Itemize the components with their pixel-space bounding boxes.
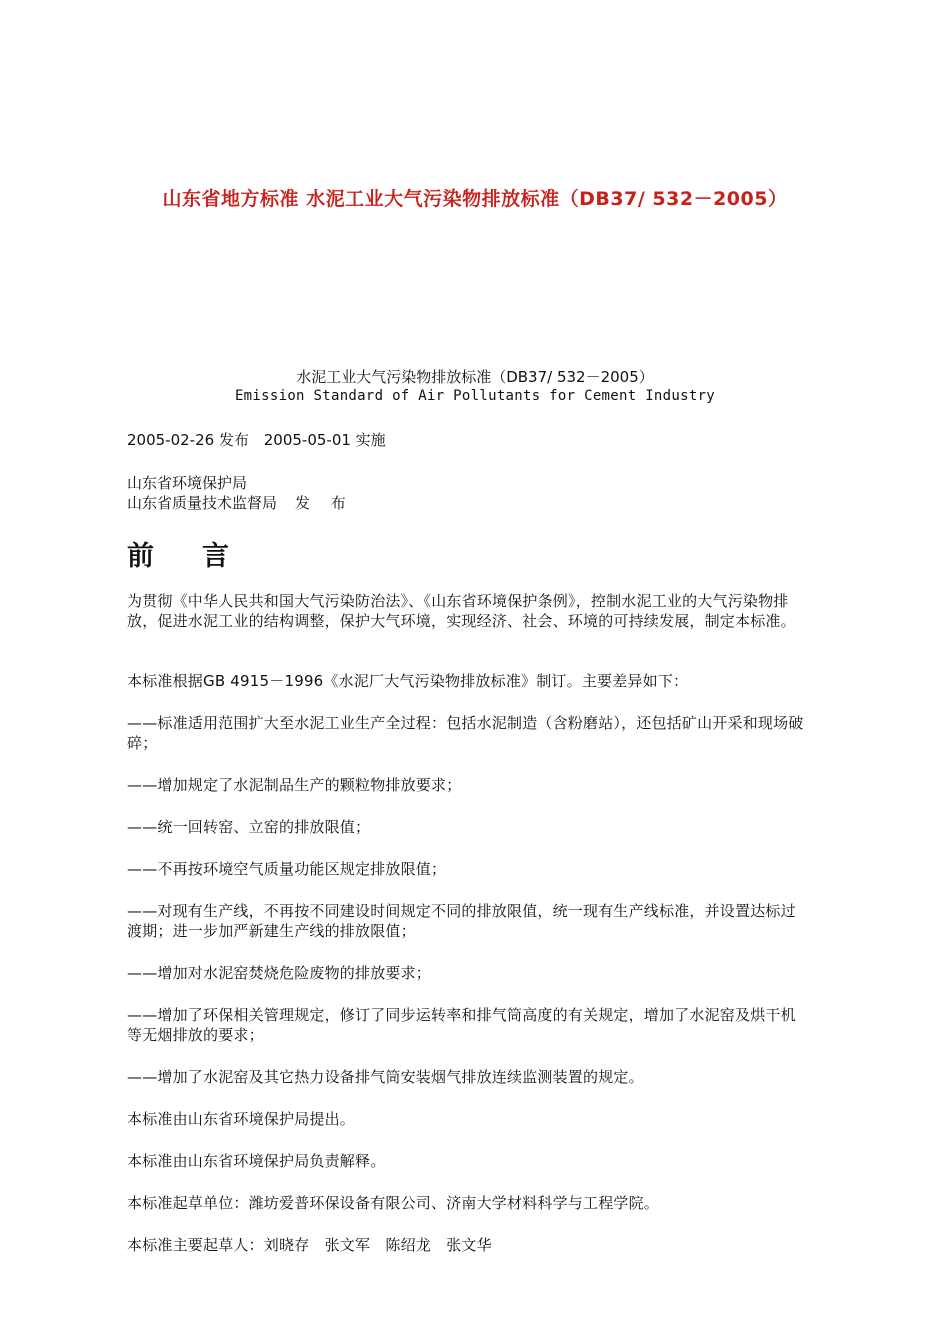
date-line: [127, 429, 396, 450]
paragraph: 本标准由山东省环境保护局负责解释。: [127, 1152, 386, 1170]
implement-date: 2005-05-01 实施: [263, 431, 386, 449]
main-title: 山东省地方标准 水泥工业大气污染物排放标准（DB37/ 532－2005）: [162, 188, 788, 210]
publish-date: 2005-02-26 发布: [127, 431, 249, 449]
paragraph: 本标准根据GB 4915－1996《水泥厂大气污染物排放标准》制订。主要差异如下：: [127, 672, 689, 690]
foreword-heading: [127, 534, 229, 573]
issuer-environment-bureau: 山东省环境保护局: [127, 474, 248, 492]
paragraph: 本标准主要起草人：刘晓存 张文军 陈绍龙 张文华: [127, 1236, 492, 1254]
paragraph: ——增加对水泥窑焚烧危险废物的排放要求；: [127, 964, 432, 982]
foreword-heading-char-1: 前: [127, 541, 154, 572]
issuer-quality-bureau-name: 山东省质量技术监督局: [127, 494, 278, 512]
issued-label: 发 布: [295, 494, 354, 512]
paragraph: ——增加了环保相关管理规定，修订了同步运转率和排气筒高度的有关规定，增加了水泥窑及烘干机等无烟排放的要求；: [127, 1006, 796, 1044]
english-title: Emission Standard of Air Pollutants for Cement Industry: [234, 388, 716, 404]
paragraph: 本标准由山东省环境保护局提出。: [127, 1110, 356, 1128]
foreword-heading-char-2: 言: [202, 541, 229, 572]
paragraph: ——标准适用范围扩大至水泥工业生产全过程：包括水泥制造（含粉磨站），还包括矿山开采和现场破碎；: [127, 714, 804, 752]
paragraph: ——对现有生产线，不再按不同建设时间规定不同的排放限值，统一现有生产线标准，并设置达标过渡期；进一步加严新建生产线的排放限值；: [127, 902, 796, 940]
paragraph: 为贯彻《中华人民共和国大气污染防治法》、《山东省环境保护条例》，控制水泥工业的大气污染物排放，促进水泥工业的结构调整，保护大气环境，实现经济、社会、环境的可持续发展，制定本标准。: [127, 592, 796, 630]
paragraph: 本标准起草单位：潍坊爱普环保设备有限公司、济南大学材料科学与工程学院。: [127, 1194, 660, 1212]
paragraph: ——增加了水泥窑及其它热力设备排气筒安装烟气排放连续监测装置的规定。: [127, 1068, 644, 1086]
paragraph: ——统一回转窑、立窑的排放限值；: [127, 818, 371, 836]
issuer-quality-bureau: [127, 492, 354, 513]
paragraph: ——增加规定了水泥制品生产的颗粒物排放要求；: [127, 776, 462, 794]
standard-subtitle: 水泥工业大气污染物排放标准（DB37/ 532－2005）: [296, 368, 654, 386]
paragraph: ——不再按环境空气质量功能区规定排放限值；: [127, 860, 447, 878]
